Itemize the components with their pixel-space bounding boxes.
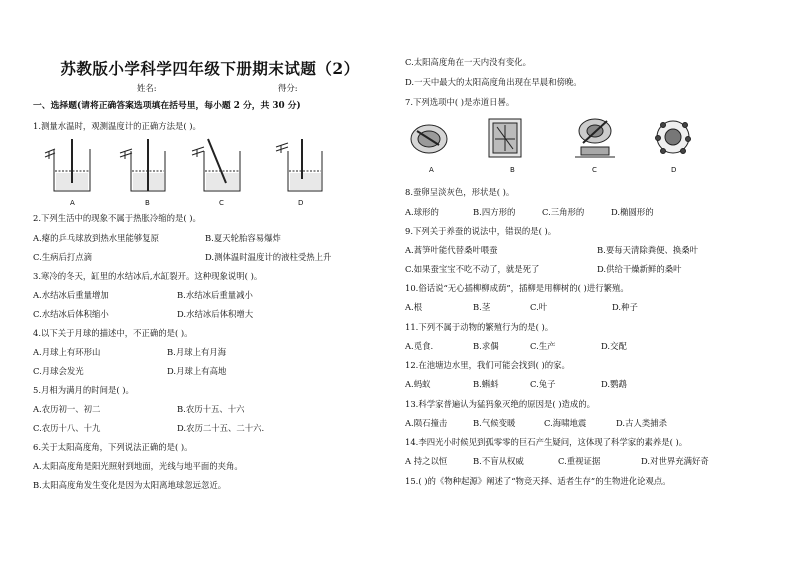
q5-option-a: A.农历初一、初二 <box>33 404 101 414</box>
q6-option-d: D.一天中最大的太阳高度角出现在早晨和傍晚。 <box>405 77 582 87</box>
q9-option-c: C.如果蚕宝宝不吃不动了，就是死了 <box>405 264 540 274</box>
q13-option-b: B.气候变暖 <box>473 418 516 428</box>
q9-option-d: D.供给干燥新鲜的桑叶 <box>597 264 682 274</box>
q15-stem: 15.( )的《物种起源》阐述了“物竞天择、适者生存”的生物进化论观点。 <box>405 476 671 486</box>
q7-label-b: B <box>510 166 515 174</box>
q2-option-c: C.生病后打点滴 <box>33 252 93 262</box>
q4-option-a: A.月球上有环形山 <box>33 347 101 357</box>
q4-option-c: C.月球会发光 <box>33 366 84 376</box>
q8-option-a: A.球形的 <box>405 207 439 217</box>
q10-stem: 10.俗话说“无心插柳柳成荫”，插柳是用柳树的( )进行繁殖。 <box>405 283 629 293</box>
q2-option-a: A.瘪的乒乓球放到热水里能够复原 <box>33 233 159 243</box>
q11-option-c: C.生产 <box>530 341 556 351</box>
q4-option-d: D.月球上有高地 <box>167 366 227 376</box>
q8-option-d: D.椭圆形的 <box>611 207 654 217</box>
q8-stem: 8.蚕卵呈淡灰色，形状是( )。 <box>405 187 515 197</box>
q7-label-d: D <box>671 166 677 174</box>
q8-option-b: B.四方形的 <box>473 207 516 217</box>
thermometer-beakers-figure <box>40 135 330 201</box>
q3-option-c: C.水结冰后体积缩小 <box>33 309 109 319</box>
q12-option-d: D.鹦鹉 <box>601 379 627 389</box>
q5-option-c: C.农历十八、十九 <box>33 423 101 433</box>
q12-option-a: A.蚂蚁 <box>405 379 431 389</box>
q1-label-d: D <box>298 199 304 207</box>
q3-stem: 3.寒冷的冬天，缸里的水结冰后,水缸裂开。这种现象说明( )。 <box>33 271 263 281</box>
q1-stem: 1.测量水温时，观测温度计的正确方法是( )。 <box>33 121 201 131</box>
q1-label-c: C <box>219 199 224 207</box>
q11-option-a: A.觅食. <box>405 341 434 351</box>
q3-option-d: D.水结冰后体积增大 <box>177 309 254 319</box>
q7-label-c: C <box>592 166 597 174</box>
q14-stem: 14.李四光小时候见到孤零零的巨石产生疑问，这体现了科学家的素养是( )。 <box>405 437 688 447</box>
q12-option-c: C.兔子 <box>530 379 556 389</box>
q14-option-b: B.不盲从权威 <box>473 456 524 466</box>
q10-option-c: C.叶 <box>530 302 548 312</box>
q14-option-a: A 持之以恒 <box>405 456 448 466</box>
q3-option-b: B.水结冰后重量减小 <box>177 290 253 300</box>
q14-option-c: C.重视证据 <box>558 456 601 466</box>
q6-stem: 6.关于太阳高度角，下列说法正确的是( )。 <box>33 442 193 452</box>
q11-option-d: D.交配 <box>601 341 627 351</box>
q13-stem: 13.科学家普遍认为猛犸象灭绝的原因是( )造成的。 <box>405 399 596 409</box>
q5-option-b: B.农历十五、十六 <box>177 404 245 414</box>
q13-option-a: A.陨石撞击 <box>405 418 448 428</box>
page-title: 苏教版小学科学四年级下册期末试题（2） <box>60 59 360 78</box>
q5-stem: 5.月相为满月的时间是( )。 <box>33 385 134 395</box>
q13-option-d: D.古人类捕杀 <box>616 418 667 428</box>
q6-option-c: C.太阳高度角在一天内没有变化。 <box>405 57 532 67</box>
q1-label-b: B <box>145 199 150 207</box>
q4-stem: 4.以下关于月球的描述中，不正确的是( )。 <box>33 328 193 338</box>
q13-option-c: C.海啸地震 <box>544 418 587 428</box>
q1-label-a: A <box>70 199 75 207</box>
q9-stem: 9.下列关于养蚕的说法中，错误的是( )。 <box>405 226 557 236</box>
q4-option-b: B.月球上有月海 <box>167 347 227 357</box>
q3-option-a: A.水结冰后重量增加 <box>33 290 109 300</box>
q2-option-b: B.夏天轮胎容易爆炸 <box>205 233 281 243</box>
q14-option-d: D.对世界充满好奇 <box>641 456 709 466</box>
q7-stem: 7.下列选项中( )是赤道日晷。 <box>405 97 515 107</box>
q10-option-d: D.种子 <box>612 302 638 312</box>
q10-option-a: A.根 <box>405 302 423 312</box>
name-label: 姓名: <box>137 83 157 93</box>
sundial-options-figure <box>405 113 695 165</box>
q11-option-b: B.求偶 <box>473 341 499 351</box>
q8-option-c: C.三角形的 <box>542 207 585 217</box>
q5-option-d: D.农历二十五、二十六. <box>177 423 265 433</box>
q12-stem: 12.在池塘边水里，我们可能会找到( )的家。 <box>405 360 570 370</box>
score-label: 得分: <box>278 83 298 93</box>
section-heading: 一、选择题(请将正确答案选项填在括号里，每小题 2 分，共 30 分) <box>33 101 301 111</box>
q7-label-a: A <box>429 166 434 174</box>
q6-option-a: A.太阳高度角是阳光照射到地面，光线与地平面的夹角。 <box>33 461 243 471</box>
q2-option-d: D.测体温时温度计的液柱受热上升 <box>205 252 332 262</box>
q6-option-b: B.太阳高度角发生变化是因为太阳离地球忽远忽近。 <box>33 480 227 490</box>
q11-stem: 11.下列不属于动物的繁殖行为的是( )。 <box>405 322 554 332</box>
q9-option-b: B.要每天清除粪便、换桑叶 <box>597 245 698 255</box>
q9-option-a: A.蒿笋叶能代替桑叶喂蚕 <box>405 245 498 255</box>
q2-stem: 2.下列生活中的现象不属于热胀冷缩的是( )。 <box>33 213 201 223</box>
q10-option-b: B.茎 <box>473 302 491 312</box>
q12-option-b: B.蝌蚪 <box>473 379 499 389</box>
